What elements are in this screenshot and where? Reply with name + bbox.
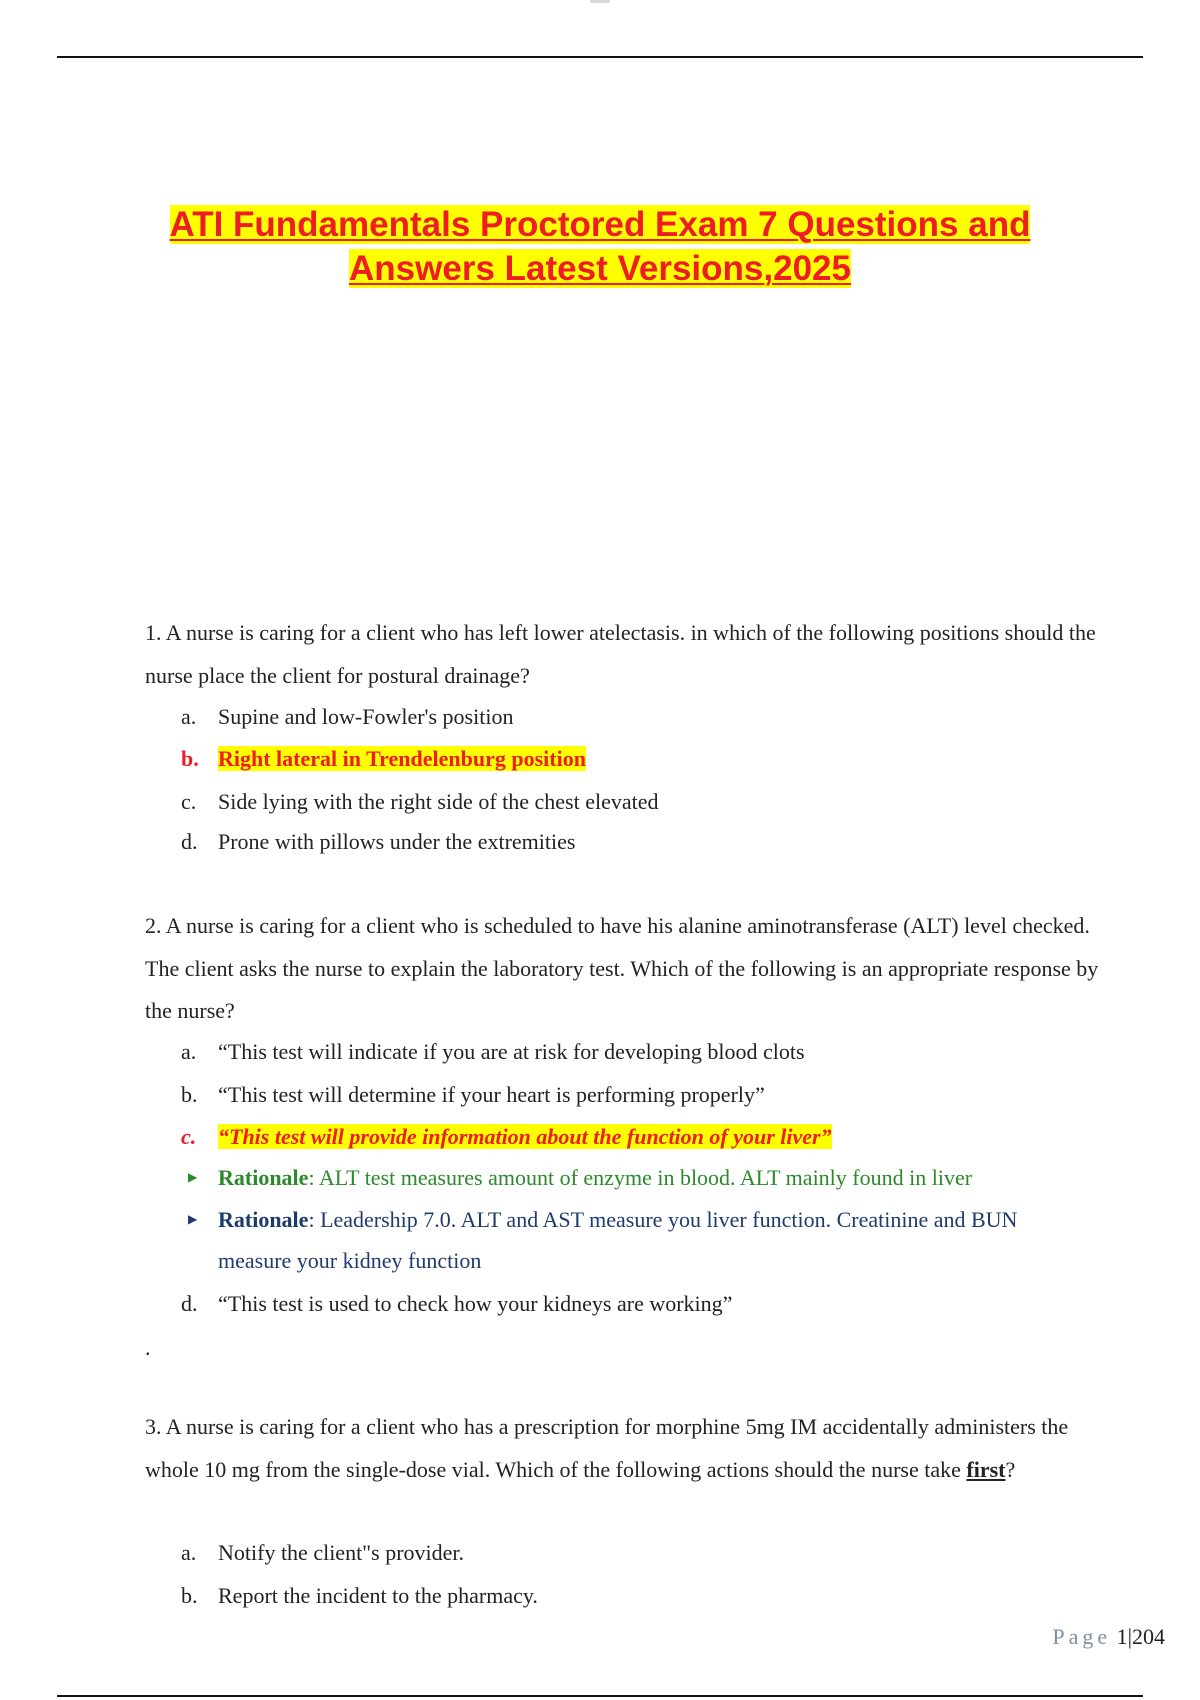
option-text: “This test will indicate if you are at risk for developing blood clots [218,1039,805,1064]
title-line-1: ATI Fundamentals Proctored Exam 7 Questions and [169,205,1031,244]
rationale-text: : Leadership 7.0. ALT and AST measure you liver function. Creatinine and BUN measure your kidney function [218,1207,1018,1273]
question-2-number: 2. [145,913,162,938]
question-1-option-a [181,696,1101,739]
question-2-option-a [181,1031,1101,1074]
stray-period: . [145,1335,151,1360]
option-text: “This test is used to check how your kidneys are working” [218,1291,733,1316]
rationale-heading: Rationale [218,1207,309,1232]
title-line-2: Answers Latest Versions,2025 [349,249,851,288]
option-text: Supine and low-Fowler's position [218,704,514,729]
question-2-option-b [181,1074,1101,1117]
bullet-arrow-icon: ▶ [188,1170,198,1184]
page-current: 1 [1116,1624,1128,1649]
option-label: a. [181,704,197,729]
option-text: “This test will determine if your heart is performing properly” [218,1082,765,1107]
question-2-rationale-1 [188,1157,1088,1198]
question-3-emphasis: first [966,1456,1006,1482]
rationale-text: : ALT test measures amount of enzyme in blood. ALT mainly found in liver [308,1165,973,1190]
option-label: d. [181,1291,198,1316]
option-label: c. [181,1124,197,1149]
question-1-text: A nurse is caring for a client who has left lower atelectasis. in which of the following positions should the nurse place the client for postural drainage? [145,620,1096,688]
question-3-text: A nurse is caring for a client who has a prescription for morphine 5mg IM accidentally administers the whole 10 mg from the single-dose vial. Which of the following actions should the nurse take [145,1414,1069,1482]
question-3-option-a [181,1532,1101,1575]
option-label: d. [181,829,198,854]
bullet-arrow-icon: ▶ [188,1212,198,1226]
option-label: a. [181,1039,197,1064]
option-text: Report the incident to the pharmacy. [218,1583,538,1608]
option-label: b. [181,1082,198,1107]
page-separator: | [1127,1624,1132,1649]
option-label: c. [181,789,197,814]
question-3-number: 3. [145,1414,162,1439]
option-label: a. [181,1540,197,1565]
question-2-stem [145,905,1100,1033]
question-1-option-d [181,821,1101,864]
question-3-option-b [181,1575,1101,1618]
page-total: 204 [1132,1624,1165,1649]
option-label: b. [181,746,199,771]
option-text: Prone with pillows under the extremities [218,829,576,854]
question-1-option-c [181,781,1101,824]
question-2-rationale-2 [188,1199,1088,1281]
question-2-option-d [181,1283,1101,1326]
question-3-stem [145,1406,1100,1491]
option-label: b. [181,1583,198,1608]
question-1-option-b-correct [181,738,1101,781]
question-1-stem [145,612,1100,697]
header-rule [57,56,1143,58]
option-text: Right lateral in Trendelenburg position [218,746,586,771]
question-2-text: A nurse is caring for a client who is scheduled to have his alanine aminotransferase (ALT) level checked. The client asks the nurse to explain the laboratory test. Which of the following is an appropriate response by the nurse? [145,913,1099,1023]
option-text: “This test will provide information about the function of your liver” [218,1124,832,1149]
header-mark [590,0,610,3]
question-2-option-c-correct [181,1116,1101,1159]
question-1-number: 1. [145,620,162,645]
option-text: Side lying with the right side of the chest elevated [218,789,659,814]
question-3-text-end: ? [1005,1456,1016,1482]
page-word: Page [1052,1624,1112,1649]
rationale-heading: Rationale [218,1165,309,1190]
option-text: Notify the client"s provider. [218,1540,465,1565]
document-title [100,203,1100,291]
footer-rule [57,1695,1143,1697]
page-number [1052,1622,1165,1652]
